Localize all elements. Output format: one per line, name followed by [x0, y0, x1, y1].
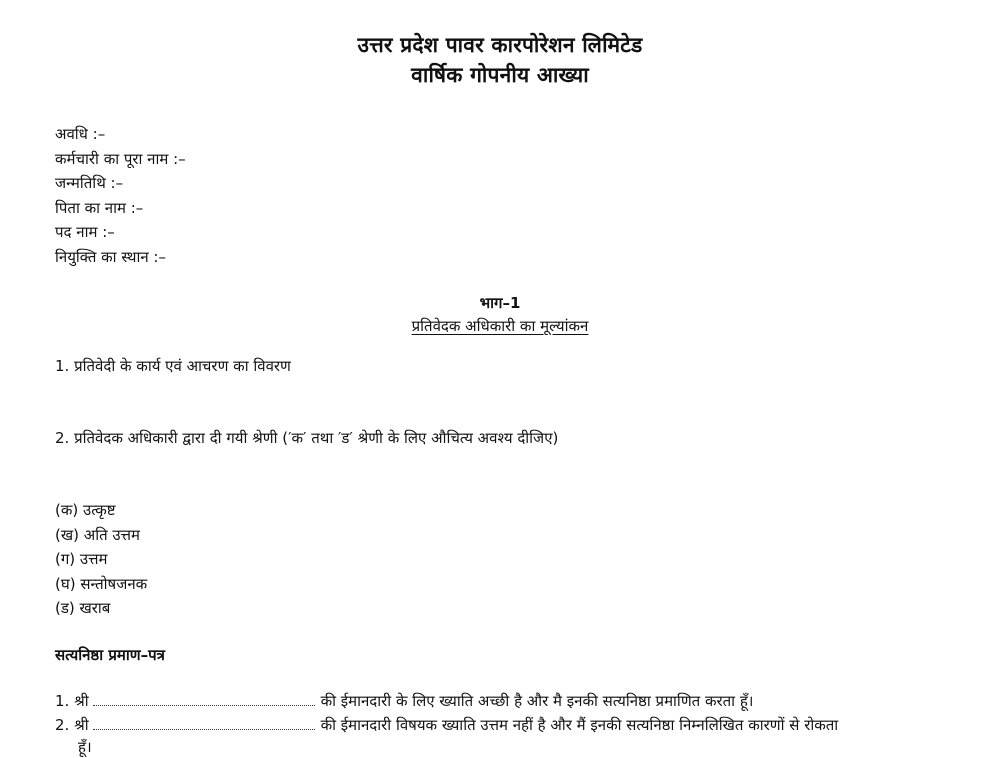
field-designation: पद नाम :– [55, 223, 115, 241]
grade-list [55, 498, 147, 621]
part-label: भाग–1 [479, 294, 521, 312]
question-1: 1. प्रतिवेदी के कार्य एवं आचरण का विवरण [55, 357, 291, 375]
grade-item: (क) उत्कृष्ट [55, 501, 116, 519]
field-father-name: पिता का नाम :– [55, 198, 144, 217]
field-period: अवधि :– [55, 125, 106, 143]
integrity-heading: सत्यनिष्ठा प्रमाण–पत्र [55, 646, 165, 664]
field-date-of-birth: जन्मतिथि :– [55, 174, 124, 192]
integrity-item-1-prefix: 1. श्री [55, 692, 89, 710]
integrity-item-1-text: की ईमानदारी के लिए ख्याति अच्छी है और मै इनकी सत्यनिष्ठा प्रमाणित करता हूँ। [320, 692, 754, 710]
integrity-item-1 [55, 690, 754, 712]
grade-item: (ख) अति उत्तम [55, 525, 140, 544]
part-subtitle: प्रतिवेदक अधिकारी का मूल्यांकन [411, 317, 589, 335]
name-blank-line [93, 715, 315, 730]
field-posting-place: नियुक्ति का स्थान :– [55, 247, 166, 266]
name-blank-line [93, 691, 315, 706]
integrity-item-2-text: की ईमानदारी विषयक ख्याति उत्तम नहीं है और मैं इनकी सत्यनिष्ठा निम्नलिखित कारणों से रोकता [320, 716, 839, 734]
employee-details [55, 122, 755, 269]
org-name: उत्तर प्रदेश पावर कारपोरेशन लिमिटेड [357, 33, 643, 57]
question-2: 2. प्रतिवेदक अधिकारी द्वारा दी गयी श्रेणी (′क′ तथा ′ड′ श्रेणी के लिए औचित्य अवश्य दीजिए) [55, 429, 559, 447]
grade-item: (घ) सन्तोषजनक [55, 574, 148, 593]
field-employee-name: कर्मचारी का पूरा नाम :– [55, 149, 186, 168]
grade-item: (ग) उत्तम [55, 550, 108, 568]
integrity-item-2-continued: हूँ। [78, 738, 92, 756]
part1-heading [0, 292, 1000, 338]
integrity-item-2-prefix: 2. श्री [55, 716, 89, 734]
document-header [0, 30, 1000, 90]
report-title: वार्षिक गोपनीय आख्या [411, 63, 589, 87]
grade-item: (ड) खराब [55, 599, 111, 617]
integrity-item-2 [55, 714, 838, 736]
